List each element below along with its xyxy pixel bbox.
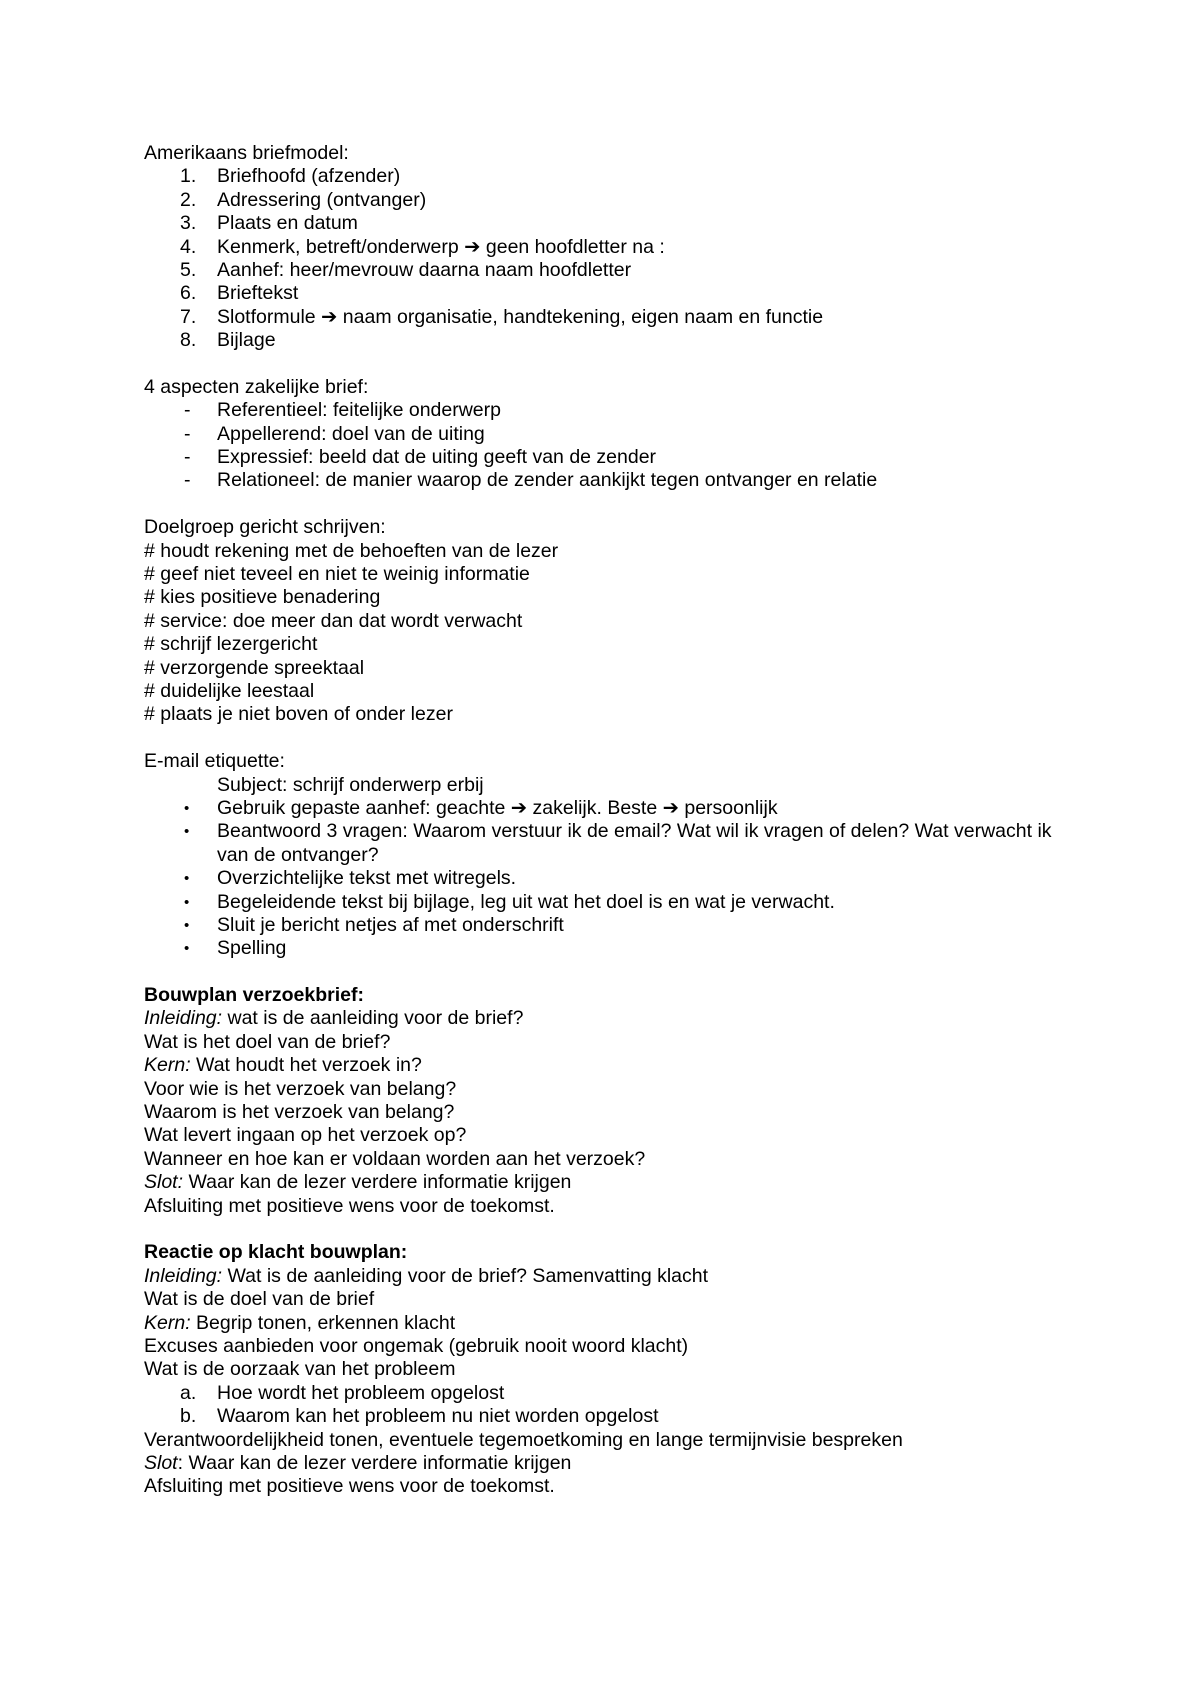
- list-item: [144, 189, 1104, 212]
- list-item: [144, 329, 1104, 352]
- text-line: Wat levert ingaan op het verzoek op?: [144, 1124, 467, 1147]
- list-item: [144, 282, 1104, 305]
- lettered-list-klacht: [144, 1382, 1104, 1429]
- list-item-text: Sluit je bericht netjes af met onderschrift: [217, 913, 564, 936]
- list-item-text: Brieftekst: [217, 282, 299, 305]
- list-item: [144, 212, 1104, 235]
- list-item-text: Aanhef: heer/mevrouw daarna naam hoofdletter: [217, 258, 632, 281]
- inline-text: wat is de aanleiding voor de brief?: [222, 1007, 524, 1030]
- list-item: [144, 867, 1104, 890]
- list-item-text: Adressering (ontvanger): [217, 188, 427, 211]
- inline-text: Begrip tonen, erkennen klacht: [190, 1311, 456, 1334]
- hash-line: # plaats je niet boven of onder lezer: [144, 703, 453, 726]
- inline-label: Slot:: [144, 1171, 184, 1194]
- hash-line: # duidelijke leestaal: [144, 679, 315, 702]
- list-item: [144, 469, 1104, 492]
- hash-line: # verzorgende spreektaal: [144, 656, 365, 679]
- inline-label: Kern:: [144, 1054, 191, 1077]
- text-line: [144, 1007, 1104, 1030]
- text-line: Excuses aanbieden voor ongemak (gebruik nooit woord klacht): [144, 1334, 689, 1357]
- list-item: [144, 1405, 1104, 1428]
- text-line: Voor wie is het verzoek van belang?: [144, 1077, 457, 1100]
- list-item: [144, 236, 1104, 259]
- list-marker: a.: [180, 1381, 197, 1404]
- text-line: [144, 1171, 1104, 1194]
- hash-line: # kies positieve benadering: [144, 586, 381, 609]
- inline-label: Inleiding:: [144, 1007, 223, 1030]
- list-item-text: Hoe wordt het probleem opgelost: [217, 1381, 505, 1404]
- bullet-list-email: [144, 797, 1104, 961]
- spacer: [144, 961, 1104, 984]
- list-marker: 2.: [180, 188, 197, 211]
- document-body: [144, 142, 1104, 1499]
- inline-label: Kern:: [144, 1311, 191, 1334]
- list-marker: 5.: [180, 258, 197, 281]
- list-item-text: Overzichtelijke tekst met witregels.: [217, 867, 517, 890]
- list-item: [144, 937, 1104, 960]
- section-heading-doelgroep: Doelgroep gericht schrijven:: [144, 516, 386, 539]
- list-marker: 8.: [180, 329, 197, 352]
- bullet-icon: •: [184, 893, 190, 911]
- section-heading-aspecten: 4 aspecten zakelijke brief:: [144, 375, 369, 398]
- list-marker: b.: [180, 1405, 197, 1428]
- email-subject-line: Subject: schrijf onderwerp erbij: [217, 773, 484, 796]
- inline-label: Inleiding:: [144, 1264, 223, 1287]
- section-heading-email: E-mail etiquette:: [144, 750, 285, 773]
- bullet-icon: •: [184, 823, 190, 841]
- list-marker: -: [184, 446, 191, 469]
- list-item-text: Beantwoord 3 vragen: Waarom verstuur ik de email? Wat wil ik vragen of delen? Wat verwacht ik van de ontvanger?: [217, 820, 1052, 866]
- text-line: Verantwoordelijkheid tonen, eventuele tegemoetkoming en lange termijnvisie bespreken: [144, 1428, 903, 1451]
- text-line: Wat is het doel van de brief?: [144, 1030, 391, 1053]
- list-item-text: Briefhoofd (afzender): [217, 165, 401, 188]
- list-item-text: Bijlage: [217, 329, 276, 352]
- list-item: [144, 797, 1104, 820]
- section-heading-klacht: Reactie op klacht bouwplan:: [144, 1241, 408, 1264]
- list-item-text: Begeleidende tekst bij bijlage, leg uit wat het doel is en wat je verwacht.: [217, 890, 835, 913]
- text-line: Afsluiting met positieve wens voor de toekomst.: [144, 1194, 555, 1217]
- list-item-text: Spelling: [217, 937, 287, 960]
- dash-list-aspecten: [144, 399, 1104, 493]
- list-item: [144, 423, 1104, 446]
- inline-label: Slot: [144, 1451, 178, 1474]
- text-line: [144, 1054, 1104, 1077]
- list-item-text: Kenmerk, betreft/onderwerp ➔ geen hoofdletter na :: [217, 235, 665, 258]
- hash-line: # service: doe meer dan dat wordt verwacht: [144, 609, 523, 632]
- spacer: [144, 493, 1104, 516]
- list-item-text: Plaats en datum: [217, 212, 358, 235]
- inline-text: Wat is de aanleiding voor de brief? Samenvatting klacht: [222, 1264, 709, 1287]
- numbered-list-briefmodel: [144, 165, 1104, 352]
- list-item: [144, 820, 1104, 867]
- list-item-text: Referentieel: feitelijke onderwerp: [217, 399, 501, 422]
- hash-line: # geef niet teveel en niet te weinig informatie: [144, 563, 530, 586]
- inline-text: Waar kan de lezer verdere informatie krijgen: [183, 1171, 572, 1194]
- text-line: [144, 1312, 1104, 1335]
- list-item: [144, 914, 1104, 937]
- bullet-icon: •: [184, 940, 190, 958]
- text-line: Afsluiting met positieve wens voor de toekomst.: [144, 1475, 555, 1498]
- text-line: Wat is de oorzaak van het probleem: [144, 1358, 456, 1381]
- list-item: [144, 306, 1104, 329]
- bullet-icon: •: [184, 799, 190, 817]
- spacer: [144, 727, 1104, 750]
- list-marker: -: [184, 399, 191, 422]
- bullet-icon: •: [184, 916, 190, 934]
- list-item: [144, 259, 1104, 282]
- list-item-text: Appellerend: doel van de uiting: [217, 422, 485, 445]
- list-item: [144, 891, 1104, 914]
- spacer: [144, 353, 1104, 376]
- list-marker: 1.: [180, 165, 197, 188]
- spacer: [144, 1218, 1104, 1241]
- text-line: Wanneer en hoe kan er voldaan worden aan het verzoek?: [144, 1147, 646, 1170]
- list-marker: -: [184, 469, 191, 492]
- list-item-text: Waarom kan het probleem nu niet worden opgelost: [217, 1405, 659, 1428]
- list-marker: 7.: [180, 305, 197, 328]
- list-item: [144, 165, 1104, 188]
- list-item-text: Expressief: beeld dat de uiting geeft van de zender: [217, 446, 657, 469]
- list-item: [144, 446, 1104, 469]
- section-heading-verzoekbrief: Bouwplan verzoekbrief:: [144, 984, 364, 1007]
- list-marker: 4.: [180, 235, 197, 258]
- inline-text: : Waar kan de lezer verdere informatie krijgen: [177, 1451, 572, 1474]
- text-line: [144, 1452, 1104, 1475]
- text-line: [144, 1265, 1104, 1288]
- hash-line: # houdt rekening met de behoeften van de lezer: [144, 539, 559, 562]
- list-item: [144, 399, 1104, 422]
- list-marker: 3.: [180, 212, 197, 235]
- list-item-text: Relationeel: de manier waarop de zender aankijkt tegen ontvanger en relatie: [217, 469, 878, 492]
- list-marker: -: [184, 422, 191, 445]
- inline-text: Wat houdt het verzoek in?: [190, 1054, 422, 1077]
- text-line: Waarom is het verzoek van belang?: [144, 1101, 455, 1124]
- list-item-text: Slotformule ➔ naam organisatie, handtekening, eigen naam en functie: [217, 305, 824, 328]
- list-item: [144, 1382, 1104, 1405]
- list-marker: 6.: [180, 282, 197, 305]
- text-line: Wat is de doel van de brief: [144, 1288, 375, 1311]
- section-heading-briefmodel: Amerikaans briefmodel:: [144, 142, 349, 164]
- hash-line: # schrijf lezergericht: [144, 633, 318, 656]
- list-item-text: Gebruik gepaste aanhef: geachte ➔ zakelijk. Beste ➔ persoonlijk: [217, 796, 778, 819]
- bullet-icon: •: [184, 870, 190, 888]
